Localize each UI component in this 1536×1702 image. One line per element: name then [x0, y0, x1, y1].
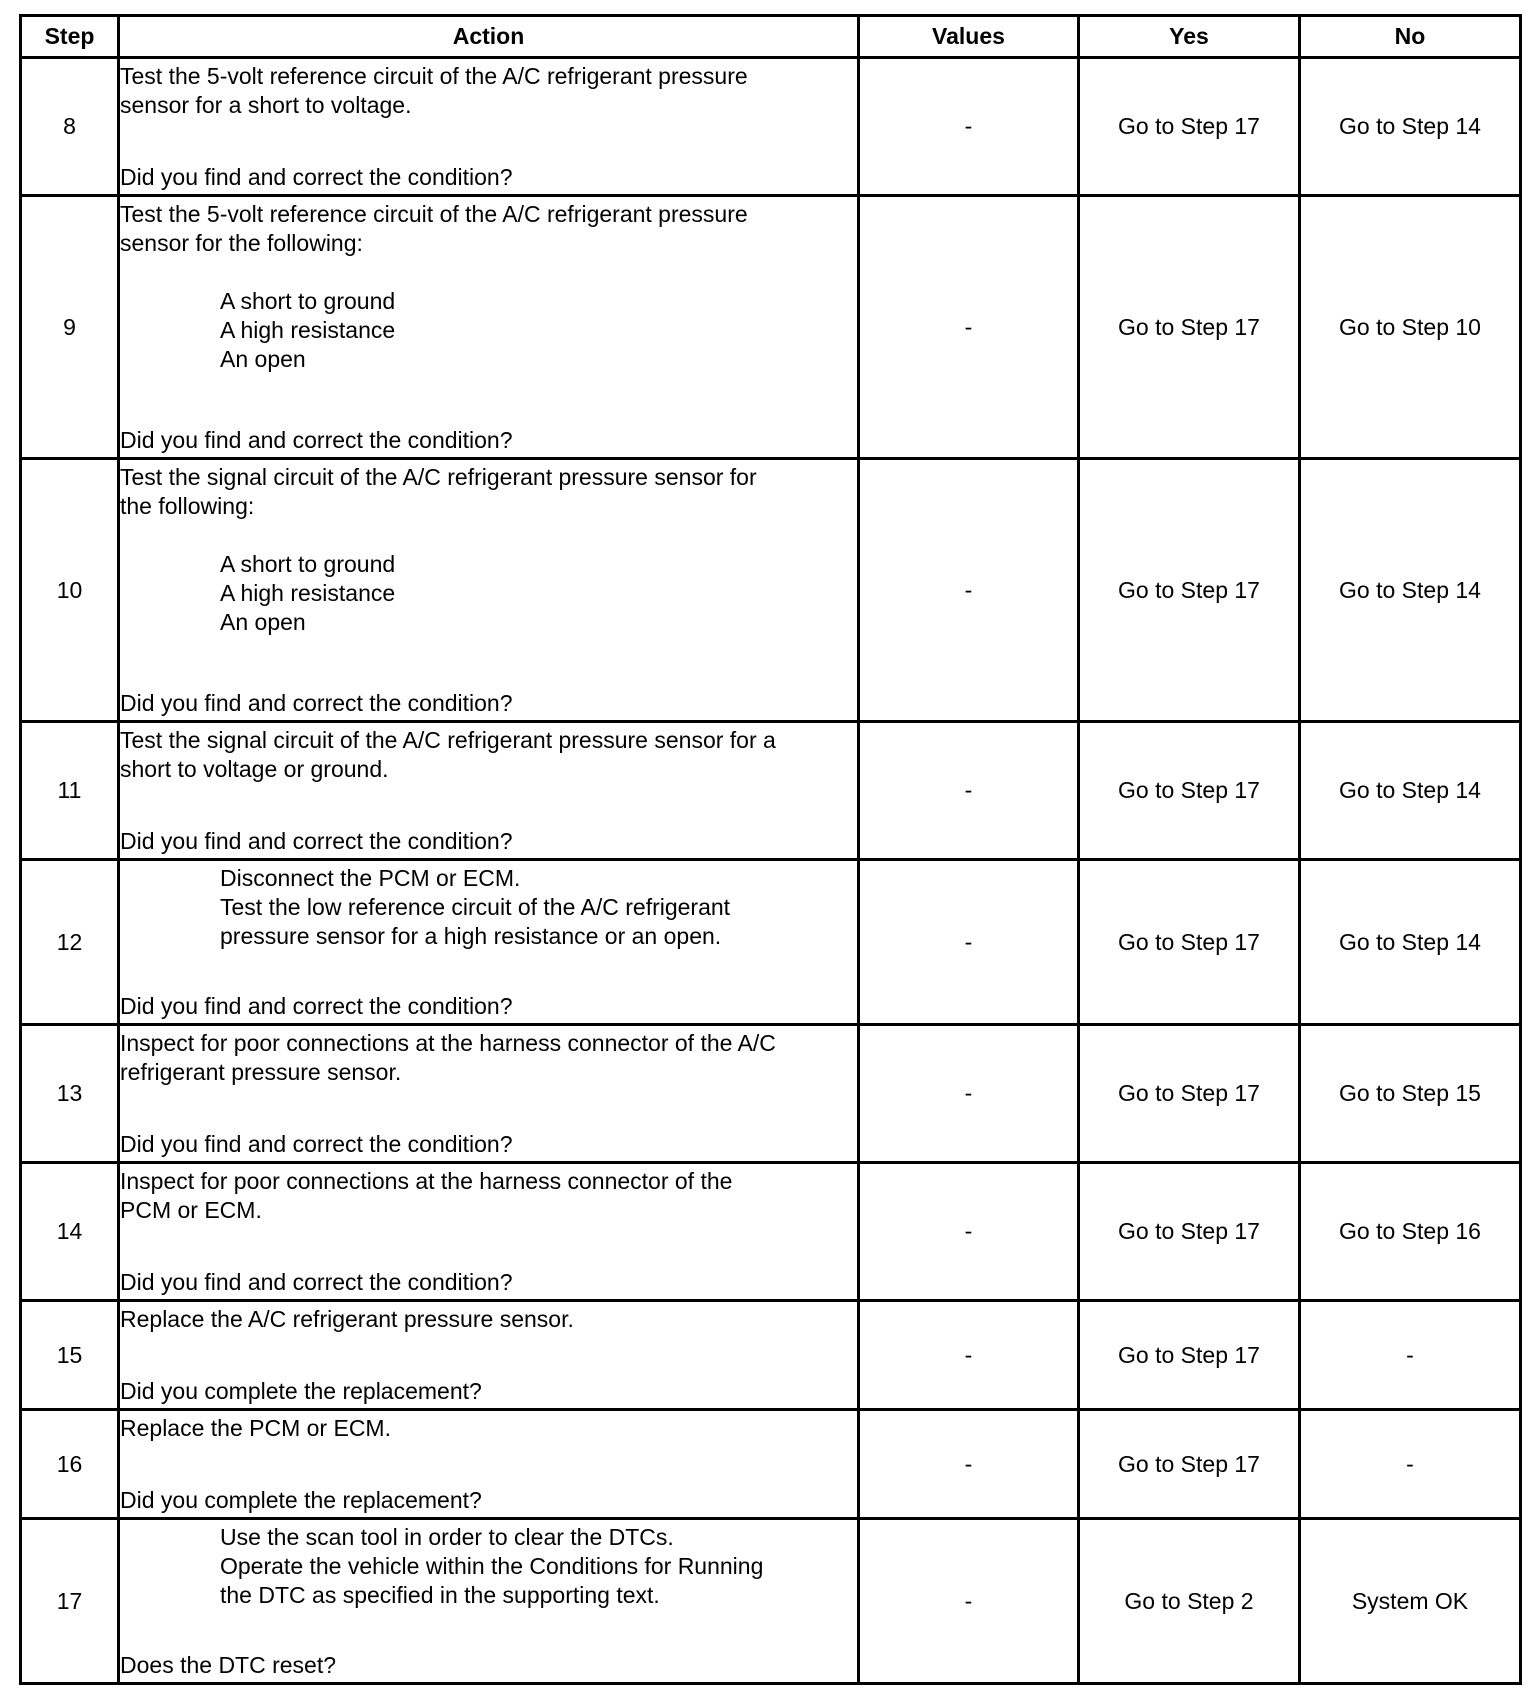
- diagnostic-table: [19, 14, 1522, 1685]
- yes-cell: Go to Step 17: [1079, 1301, 1300, 1410]
- action-question: Did you complete the replacement?: [120, 1486, 482, 1513]
- step-number: 10: [21, 459, 119, 722]
- action-question: Did you find and correct the condition?: [120, 426, 513, 453]
- values-cell: -: [859, 1163, 1079, 1301]
- step-number: 15: [21, 1301, 119, 1410]
- action-question: Does the DTC reset?: [120, 1651, 337, 1678]
- table-row: [21, 459, 1521, 722]
- action-list-item: An open: [220, 608, 306, 635]
- table-row: [21, 860, 1521, 1025]
- yes-cell: Go to Step 17: [1079, 860, 1300, 1025]
- action-list-item: Operate the vehicle within the Conditions for Running: [220, 1552, 764, 1579]
- values-cell: -: [859, 459, 1079, 722]
- values-cell: -: [859, 1410, 1079, 1519]
- action-text: Test the 5-volt reference circuit of the A/C refrigerant pressure: [120, 62, 748, 89]
- action-question: Did you find and correct the condition?: [120, 992, 513, 1019]
- table-row: [21, 1163, 1521, 1301]
- yes-cell: Go to Step 17: [1079, 1025, 1300, 1163]
- action-cell: [119, 459, 859, 722]
- no-cell: Go to Step 14: [1300, 722, 1521, 860]
- action-question: Did you find and correct the condition?: [120, 1268, 513, 1295]
- step-number: 16: [21, 1410, 119, 1519]
- values-cell: -: [859, 58, 1079, 196]
- yes-cell: Go to Step 17: [1079, 196, 1300, 459]
- table-row: [21, 1410, 1521, 1519]
- table-row: [21, 196, 1521, 459]
- step-number: 17: [21, 1519, 119, 1684]
- action-question: Did you complete the replacement?: [120, 1377, 482, 1404]
- table-row: [21, 1301, 1521, 1410]
- action-cell: [119, 58, 859, 196]
- action-list-item: An open: [220, 345, 306, 372]
- action-list-item: Use the scan tool in order to clear the DTCs.: [220, 1523, 674, 1550]
- table-row: [21, 1025, 1521, 1163]
- action-list-item: A short to ground: [220, 287, 396, 314]
- action-cell: [119, 860, 859, 1025]
- action-text: refrigerant pressure sensor.: [120, 1058, 402, 1085]
- header-action: Action: [119, 16, 859, 58]
- header-no: No: [1300, 16, 1521, 58]
- action-question: Did you find and correct the condition?: [120, 689, 513, 716]
- action-list-item: A high resistance: [220, 316, 396, 343]
- yes-cell: Go to Step 17: [1079, 722, 1300, 860]
- action-text: Inspect for poor connections at the harness connector of the: [120, 1167, 733, 1194]
- action-text: Replace the PCM or ECM.: [120, 1414, 391, 1441]
- action-cell: [119, 1163, 859, 1301]
- action-text: Replace the A/C refrigerant pressure sensor.: [120, 1305, 574, 1332]
- values-cell: -: [859, 1519, 1079, 1684]
- step-number: 8: [21, 58, 119, 196]
- action-text: Test the signal circuit of the A/C refrigerant pressure sensor for: [120, 463, 757, 490]
- action-cell: [119, 1410, 859, 1519]
- table-row: [21, 1519, 1521, 1684]
- action-cell: [119, 1519, 859, 1684]
- action-text: short to voltage or ground.: [120, 755, 389, 782]
- action-list-item: A high resistance: [220, 579, 396, 606]
- values-cell: -: [859, 196, 1079, 459]
- action-text: the following:: [120, 492, 255, 519]
- step-number: 9: [21, 196, 119, 459]
- table-row: [21, 58, 1521, 196]
- header-row: [21, 16, 1521, 58]
- step-number: 11: [21, 722, 119, 860]
- yes-cell: Go to Step 2: [1079, 1519, 1300, 1684]
- action-cell: [119, 1301, 859, 1410]
- no-cell: Go to Step 15: [1300, 1025, 1521, 1163]
- action-list-item: pressure sensor for a high resistance or an open.: [220, 922, 722, 949]
- header-values: Values: [859, 16, 1079, 58]
- action-question: Did you find and correct the condition?: [120, 827, 513, 854]
- action-cell: [119, 1025, 859, 1163]
- no-cell: Go to Step 16: [1300, 1163, 1521, 1301]
- yes-cell: Go to Step 17: [1079, 58, 1300, 196]
- action-text: Test the 5-volt reference circuit of the A/C refrigerant pressure: [120, 200, 748, 227]
- values-cell: -: [859, 1025, 1079, 1163]
- header-step: Step: [21, 16, 119, 58]
- step-number: 13: [21, 1025, 119, 1163]
- action-list-item: the DTC as specified in the supporting text.: [220, 1581, 660, 1608]
- action-list-item: Disconnect the PCM or ECM.: [220, 864, 521, 891]
- action-text: sensor for a short to voltage.: [120, 91, 412, 118]
- step-number: 14: [21, 1163, 119, 1301]
- table-row: [21, 722, 1521, 860]
- action-text: sensor for the following:: [120, 229, 363, 256]
- action-list-item: A short to ground: [220, 550, 396, 577]
- no-cell: Go to Step 14: [1300, 459, 1521, 722]
- no-cell: Go to Step 14: [1300, 860, 1521, 1025]
- values-cell: -: [859, 860, 1079, 1025]
- no-cell: Go to Step 10: [1300, 196, 1521, 459]
- action-question: Did you find and correct the condition?: [120, 1130, 513, 1157]
- action-text: Test the signal circuit of the A/C refrigerant pressure sensor for a: [120, 726, 776, 753]
- step-number: 12: [21, 860, 119, 1025]
- no-cell: -: [1300, 1301, 1521, 1410]
- no-cell: -: [1300, 1410, 1521, 1519]
- values-cell: -: [859, 722, 1079, 860]
- no-cell: Go to Step 14: [1300, 58, 1521, 196]
- action-question: Did you find and correct the condition?: [120, 163, 513, 190]
- values-cell: -: [859, 1301, 1079, 1410]
- action-cell: [119, 196, 859, 459]
- header-yes: Yes: [1079, 16, 1300, 58]
- action-cell: [119, 722, 859, 860]
- yes-cell: Go to Step 17: [1079, 1163, 1300, 1301]
- action-text: Inspect for poor connections at the harness connector of the A/C: [120, 1029, 776, 1056]
- yes-cell: Go to Step 17: [1079, 1410, 1300, 1519]
- action-text: PCM or ECM.: [120, 1196, 262, 1223]
- yes-cell: Go to Step 17: [1079, 459, 1300, 722]
- action-list-item: Test the low reference circuit of the A/C refrigerant: [220, 893, 731, 920]
- no-cell: System OK: [1300, 1519, 1521, 1684]
